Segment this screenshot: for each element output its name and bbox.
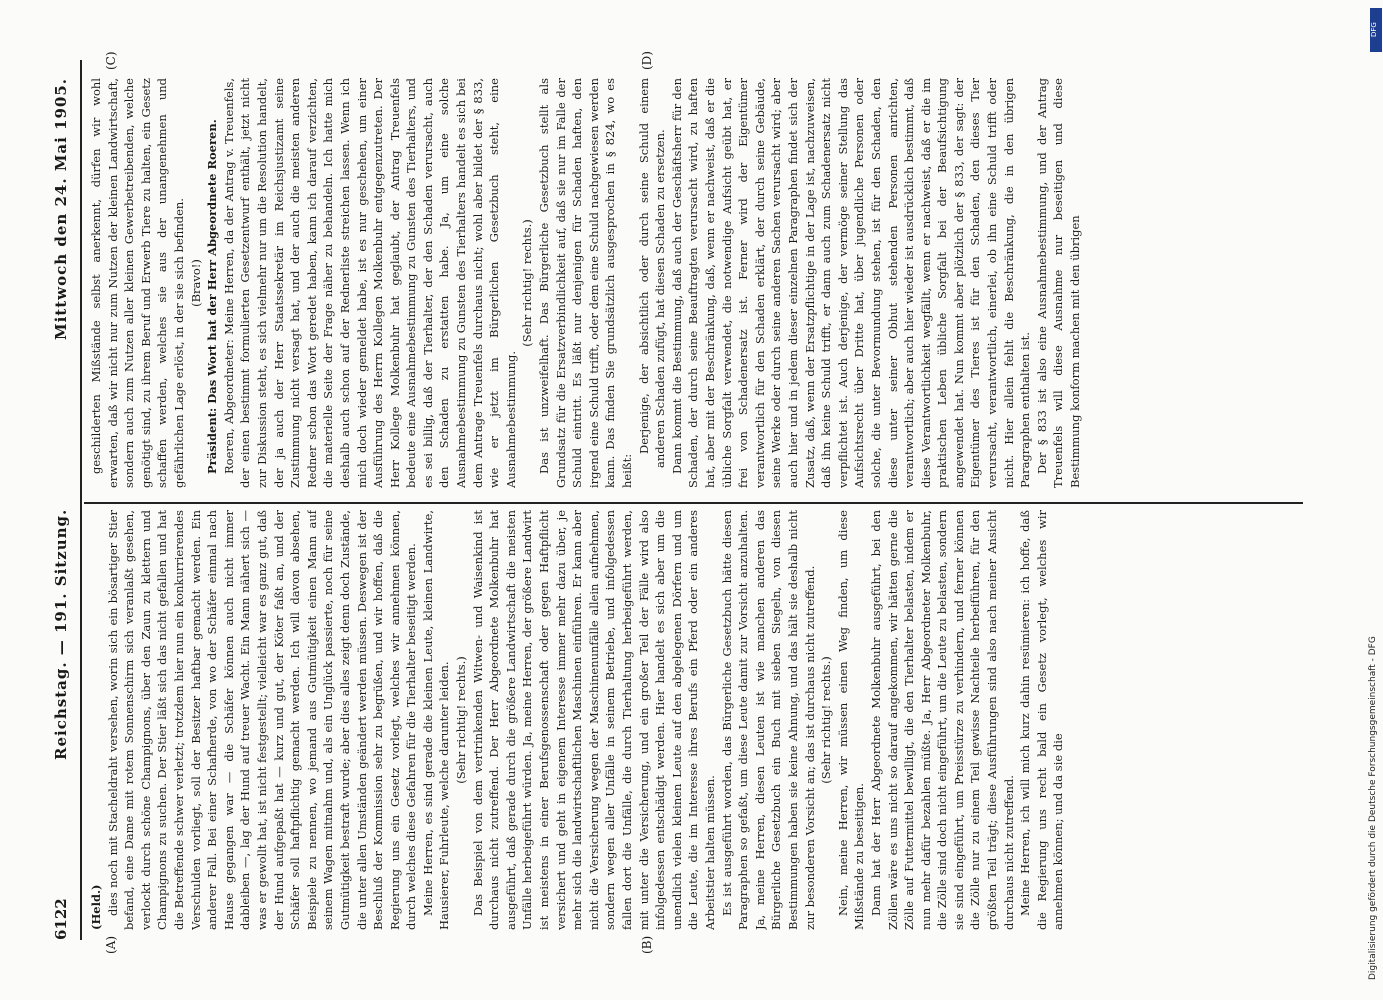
- margin-mark-a: (A): [104, 935, 118, 954]
- interjection: (Sehr richtig! rechts.): [520, 219, 535, 347]
- digitization-credit: [1368, 10, 1382, 990]
- paragraph: Nein, meine Herren, wir müssen einen Weg finden, um diese Mißstände zu beseitigen.: [835, 510, 867, 930]
- margin-mark-c: (C): [104, 51, 118, 70]
- interjection: (Bravo!): [188, 259, 203, 307]
- paragraph: Der § 833 ist also eine Ausnahmebestimmung, und der Antrag Treuenfels will diese Ausnahme nur beseitigen und diese Bestimmung konform machen mit den übrigen: [1034, 78, 1083, 488]
- paragraph: Das ist unzweifelhaft. Das Bürgerliche Gesetzbuch stellt als Grundsatz für die Ersatzverbindlichkeit auf, daß sie nur im Falle der Schuld eintritt. Es läßt nur denjenigen für Schaden haften, den irgend eine Schuld trifft, oder dem eine Schuld nachgewiesen werden kann. Das finden Sie grundsätzlich ausgesprochen in § 824, wo es heißt:: [537, 78, 634, 488]
- speaker-tag: (Held.): [89, 884, 103, 930]
- dfg-logo: DFG: [1370, 8, 1382, 52]
- header-rule: [80, 60, 82, 940]
- paragraph: Das Beispiel von dem vertrinkenden Witwen- und Waisenkind ist durchaus nicht zutreffend. Der Herr Abgeordnete Molkenbuhr hat ausgeführt, daß gerade durch die größere Landwirtschaft die meisten Unfälle herbeigeführt würden. Ja, meine Herren, der größere Landwirt ist meistens in einer Berufsgenossenschaft oder gegen Haftpflicht versichert und geht in eigenem Interesse immer mehr dazu über, je mehr sich die landwirtschaftlichen Maschinen einführen. Er kann aber nicht die Versicherung wegen der Maschinenunfälle allein aufnehmen, sondern wegen aller Unfälle in seinem Betriebe, und infolgedessen fallen dort die Unfälle, die durch Tierhaltung herbeigeführt werden, mit unter die Versicherung, und ein großer Teil der Fälle wird also infolgedessen entschädigt werden. Hier handelt es sich aber um die unendlich vielen kleinen Leute auf den abgelegenen Dörfern und um die Leute, die im Interesse ihres Berufs ein Pferd oder ein anderes Arbeitstier halten müssen.: [470, 510, 717, 930]
- header-left-title: Reichstag. — 191. Sitzung.: [52, 508, 70, 760]
- credit-text: Digitalisierung gefördert durch die Deutsche Forschungsgemeinschaft - DFG: [1368, 636, 1378, 980]
- page-header: [52, 60, 78, 940]
- president-line: Präsident: Das Wort hat der Herr Abgeordnete Roeren.: [205, 119, 220, 474]
- paragraph: Dann kommt die Bestimmung, daß auch der Geschäftsherr für den Schaden, der durch seine Beauftragten verursacht wird, zu haften hat, aber mit der Beschränkung, daß, wenn er nachweist, daß er die übliche Sorgfalt verwendet, die notwendige Aufsicht geübt hat, er frei von Schadenersatz ist. Ferner wird der Eigentümer verantwortlich für den Schaden erklärt, der durch seine Gebäude, seine Werke oder durch seine anderen Sachen verursacht wird; aber auch hier und in jedem dieser einzelnen Paragraphen findet sich der Zusatz, daß, wenn der Ersatzpflichtige in der Lage ist, nachzuweisen, daß ihn keine Schuld trifft, er dann auch zum Schadenersatz nicht verpflichtet ist. Auch derjenige, der vermöge seiner Stellung das Aufsichtsrecht über Dritte hat, über jugendliche Personen oder solche, die unter Bevormundung stehen, ist für den Schaden, den diese unter seiner Obhut stehenden Personen anrichten, verantwortlich; aber auch hier wieder ist ausdrücklich bestimmt, daß diese Verantwortlichkeit wegfällt, wenn er nachweist, daß er die im praktischen Leben übliche Sorgfalt bei der Beaufsichtigung angewendet hat. Nun kommt aber plötzlich der § 833, der sagt: der Eigentümer des Tieres ist für den Schaden, den dieses Tier verursacht, verantwortlich, einerlei, ob ihn eine Schuld trifft oder nicht. Hier allein fehlt die Beschränkung, die in den übrigen Paragraphen enthalten ist.: [669, 78, 1033, 488]
- header-right-title: Mittwoch den 24. Mai 1905.: [52, 77, 70, 340]
- paragraph: Es ist ausgeführt worden, das Bürgerliche Gesetzbuch hätte diesen Paragraphen so gefaßt, um diese Leute damit zur Vorsicht anzuhalten. Ja, meine Herren, diesen Leuten ist wie manchen anderen das Bürgerliche Gesetzbuch ein Buch mit sieben Siegeln, von diesen Bestimmungen haben sie keine Ahnung, und das hält sie deshalb nicht zur besonderen Vorsicht an; das ist durchaus nicht zutreffend.: [719, 510, 817, 930]
- margin-mark-b: (B): [640, 935, 654, 954]
- quoted-law: Derjenige, der absichtlich oder durch seine Schuld einem anderen Schaden zufügt, hat diesen Schaden zu ersetzen.: [636, 78, 668, 468]
- paragraph: Roeren, Abgeordneter: Meine Herren, da der Antrag v. Treuenfels, der einen bestimmt formulierten Gesetzentwurf enthält, jetzt nicht zur Diskussion steht, es sich vielmehr nur um die Resolution handelt, der ja auch der Herr Staatssekretär im Reichsjustizamt seine Zustimmung nicht versagt hat, und der auch die meisten anderen Redner schon das Wort geredet haben, kann ich darauf verzichten, die materielle Seite der Frage näher zu behandeln. Ich hatte mich deshalb auch schon auf der Rednerliste streichen lassen. Wenn ich mich doch wieder gemeldet habe, ist es nur geschehen, um einer Ausführung des Herrn Kollegen Molkenbuhr entgegenzutreten. Der Herr Kollege Molkenbuhr hat geglaubt, der Antrag Treuenfels bedeute eine Ausnahmebestimmung zu Gunsten des Tierhalters, und es sei billig, daß der Tierhalter, der den Schaden verursacht, auch den Schaden zu erstatten habe. Ja, um eine solche Ausnahmebestimmung zu Gunsten des Tierhalters handelt es sich bei dem Antrage Treuenfels durchaus nicht; wohl aber bildet der § 833, wie er jetzt im Bürgerlichen Gesetzbuch steht, eine Ausnahmebestimmung.: [221, 78, 518, 488]
- paragraph: dies noch mit Stacheldraht versehen, worin sich ein bösartiger Stier befand, eine Dame mit rotem Sonnenschirm sich veranlaßt gesehen, verlockt durch schöne Champignons, über den Zaun zu klettern und Champignons zu suchen. Der Stier läßt sich das nicht gefallen und hat die Betreffende schwer verletzt; trotzdem hier nun ein konkurrierendes Verschulden vorliegt, soll der Besitzer haftbar gemacht werden. Ein anderer Fall. Bei einer Schafherde, von wo der Schäfer einmal nach Hause gegangen war — die Schäfer können auch nicht immer dableiben —, lag der Hund auf treuer Wacht. Ein Mann nähert sich — was er gewollt hat, ist nicht festgestellt; vielleicht war es ganz gut, daß der Hund aufgepaßt hat — kurz und gut, der Köter faßt an, und der Schäfer soll haftpflichtig gemacht werden. Ich will davon absehen, Beispiele zu nennen, wo jemand aus Gutmütigkeit einen Mann auf seinem Wagen mitnahm und, als ein Unglück passierte, noch für seine Gutmütigkeit bestraft wurde; aber dies alles zeigt denn doch Zustände, die unter allen Umständen geändert werden müssen. Deswegen ist der Beschluß der Kommission sehr zu begrüßen, und wir hoffen, daß die Regierung uns ein Gesetz vorlegt, welches wir annehmen können, durch welches diese Gefahren für die Tierhalter beseitigt werden.: [105, 510, 419, 930]
- paragraph: Dann hat der Herr Abgeordnete Molkenbuhr ausgeführt, bei den Zöllen wäre es uns nicht so darauf angekommen, wir hätten gerne die Zölle auf Futtermittel bewilligt, die den Tierhalter belasten, indem er nun mehr dafür bezahlen müßte. Ja, Herr Abgeordneter Molkenbuhr, die Zölle sind doch nicht eingeführt, um die Leute zu belasten, sondern sie sind eingeführt, um Preisstürze zu verhindern, und ferner können die Zölle nur zu einem Teil gewisse Nachteile herbeiführen, für den größten Teil trägt; diese Ausführungen sind also nach meiner Ansicht durchaus nicht zutreffend.: [868, 510, 1016, 930]
- column-divider: [84, 502, 1303, 504]
- left-column: [88, 510, 1303, 930]
- paragraph: geschilderten Mißstände selbst anerkennt, dürfen wir wohl erwarten, daß wir nicht nur zum Nutzen der kleinen Landwirtschaft, sondern auch zum Nutzen aller kleinen Gewerbetreibenden, welche genötigt sind, zu ihrem Beruf und Erwerb Tiere zu halten, ein Gesetz schaffen werden, welches sie aus der unangenehmen und gefährlichen Lage erlöst, in der sie sich befinden.: [89, 78, 186, 488]
- paragraph: Meine Herren, ich will mich kurz dahin resümieren: ich hoffe, daß die Regierung uns recht bald ein Gesetz vorlegt, welches wir annehmen können; und da sie die: [1018, 510, 1066, 930]
- margin-mark-d: (D): [640, 51, 654, 70]
- interjection: (Sehr richtig! rechts.): [454, 656, 469, 784]
- page-number: 6122: [52, 898, 70, 940]
- interjection: (Sehr richtig! rechts.): [819, 656, 834, 784]
- paragraph: Meine Herren, es sind gerade die kleinen Leute, kleinen Landwirte, Hausierer, Fuhrleute, welche darunter leiden.: [420, 510, 452, 930]
- right-column: [88, 78, 1303, 488]
